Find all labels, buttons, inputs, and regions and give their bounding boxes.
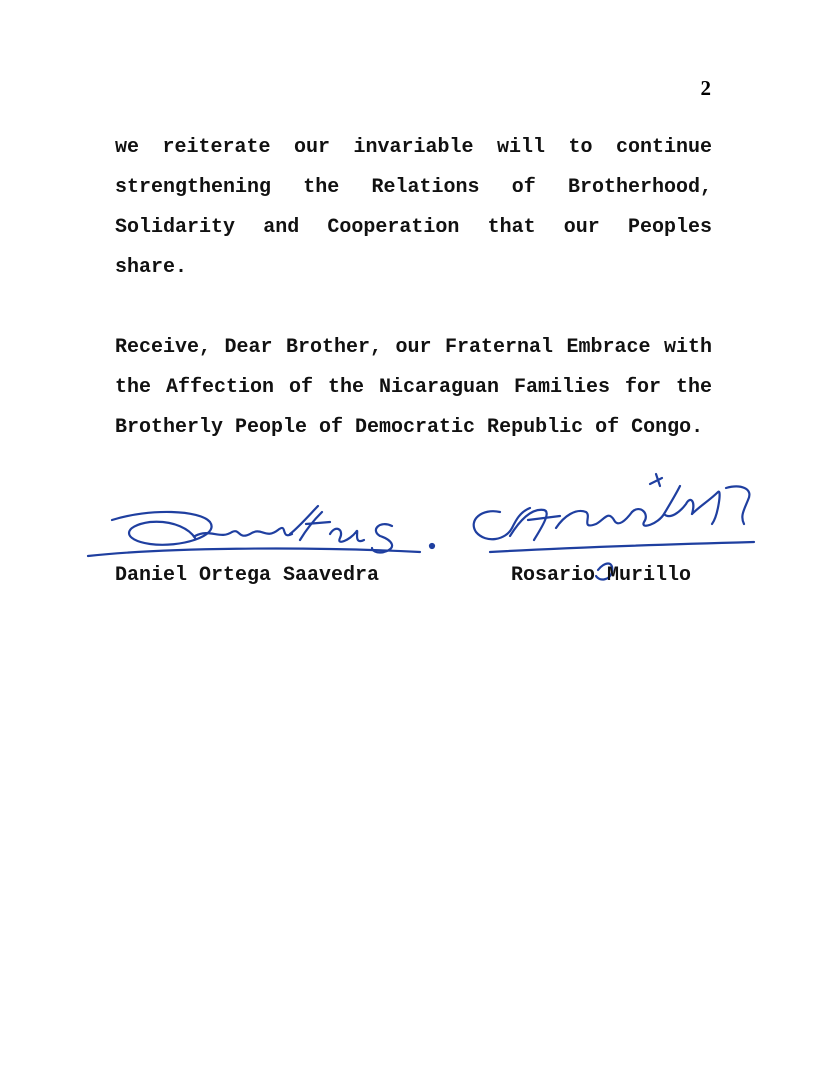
letter-paragraph-farewell: Receive, Dear Brother, our Fraternal Embrace with the Affection of the Nicaraguan Families for the Brotherly People of Democratic Republic of Congo. bbox=[115, 336, 712, 439]
page-number: 2 bbox=[700, 76, 711, 100]
letter-paragraph-closing: we reiterate our invariable will to continue strengthening the Relations of Brotherhood, Solidarity and Cooperation that our Peoples share. bbox=[115, 136, 712, 279]
signer-name-right: Rosario Murillo bbox=[511, 564, 692, 587]
signature-daniel-ortega bbox=[88, 506, 434, 556]
signer-name-left: Daniel Ortega Saavedra bbox=[115, 564, 380, 587]
